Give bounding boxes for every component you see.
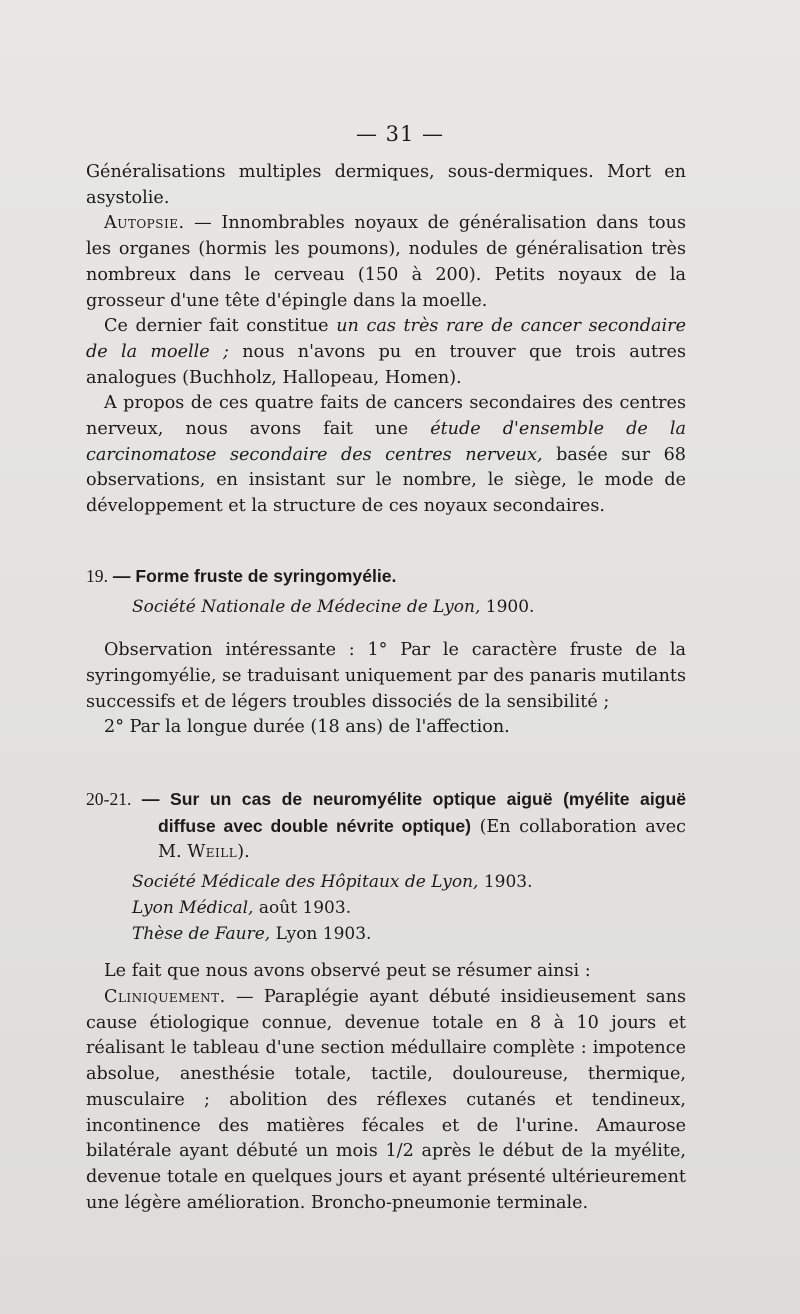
cas-rare-emphasis: un cas très rare de cancer secondaire de la moelle ;	[86, 316, 686, 362]
ref-3-title: Thèse de Faure,	[132, 923, 271, 944]
clinical-text: — Paraplégie ayant débuté insidieusement sans cause étiologique connue, devenue totale en 8 à 10 jours et réalisant le tableau d'une section médullaire complète : impotence absolue, anesthésie totale, tactile, douloureuse, thermique, musculaire ; abolition des réflexes cutanés et tendineux, incontinence des matières fécales et de l'urine. Amaurose bilatérale ayant débuté un mois 1/2 après le début de la myélite, devenue totale en quelques jours et ayant présenté ultérieurement une légère amélioration. Broncho-pneumonie terminale.	[86, 986, 686, 1213]
section-20-21-clinical	[86, 985, 686, 1216]
section-19-heading	[86, 564, 686, 591]
cas-rare-text-c: nous n'avons pu en trouver que trois autres analogues (Buchholz, Hallopeau, Homen).	[86, 341, 686, 388]
section-20-21-ref-2	[86, 896, 686, 922]
ref-3-place: Lyon 1903.	[270, 923, 372, 944]
carcinomatose-text-c: basée sur 68 observations, en insistant sur le nombre, le siège, le mode de développement et la structure de ces noyaux secondaires.	[86, 444, 687, 517]
section-19-title: — Forme fruste de syringomyélie.	[108, 565, 397, 586]
section-19-ref-year: 1900.	[480, 596, 535, 617]
text-column	[86, 160, 686, 1216]
carcinomatose-emphasis: étude d'ensemble de la carcinomatose secondaire des centres nerveux,	[86, 419, 686, 465]
ref-1-year: 1903.	[478, 872, 533, 893]
carcinomatose-text-a: A propos de ces quatre faits de cancers secondaires des centres nerveux, nous avons fait une	[86, 393, 686, 440]
section-20-21-heading	[86, 787, 686, 866]
section-20-21-collab: (En collaboration avec M.	[158, 816, 686, 863]
cas-rare-text-a: Ce dernier fait constitue	[104, 316, 337, 337]
ref-1-title: Société Médicale des Hôpitaux de Lyon,	[132, 872, 479, 893]
section-19-ref-society: Société Nationale de Médecine de Lyon,	[132, 596, 481, 617]
paragraph-cas-rare	[86, 314, 686, 391]
section-20-21-number: 20-21.	[86, 789, 132, 810]
paragraph-generalisations: Généralisations multiples dermiques, sous-dermiques. Mort en asystolie.	[86, 162, 686, 208]
autopsie-text: — Innombrables noyaux de généralisation dans tous les organes (hormis les poumons), nodules de généralisation très nombreux dans le cerveau (150 à 200). Petits noyaux de la grosseur d'une tête d'épingle dans la moelle.	[86, 213, 686, 311]
page-number: — 31 —	[355, 122, 445, 146]
ref-2-title: Lyon Médical,	[132, 897, 254, 918]
section-20-21-collab-name: Weill	[187, 842, 238, 863]
section-20-21-title: — Sur un cas de neuromyélite optique aiguë (myélite aiguë diffuse avec double névrite optique)	[131, 789, 686, 836]
clinical-label: Cliniquement.	[104, 986, 226, 1007]
ref-2-date: août 1903.	[253, 897, 352, 918]
paragraph-carcinomatose	[86, 391, 686, 520]
section-19-number: 19.	[86, 565, 108, 586]
section-19-observation-2: 2° Par la longue durée (18 ans) de l'affection.	[104, 717, 510, 738]
section-20-21-summary: Le fait que nous avons observé peut se résumer ainsi :	[104, 961, 591, 982]
section-19-reference	[86, 595, 686, 621]
section-20-21-ref-3	[86, 922, 686, 948]
autopsie-label: Autopsie.	[104, 213, 185, 234]
section-19-observation: Observation intéressante : 1° Par le caractère fruste de la syringomyélie, se traduisant uniquement par des panaris mutilants successifs et de légers troubles dissociés de la sensibilité ;	[86, 640, 686, 712]
paragraph-autopsie	[86, 211, 686, 314]
section-20-21-collab-end: ).	[237, 842, 250, 863]
section-20-21-ref-1	[86, 870, 686, 896]
